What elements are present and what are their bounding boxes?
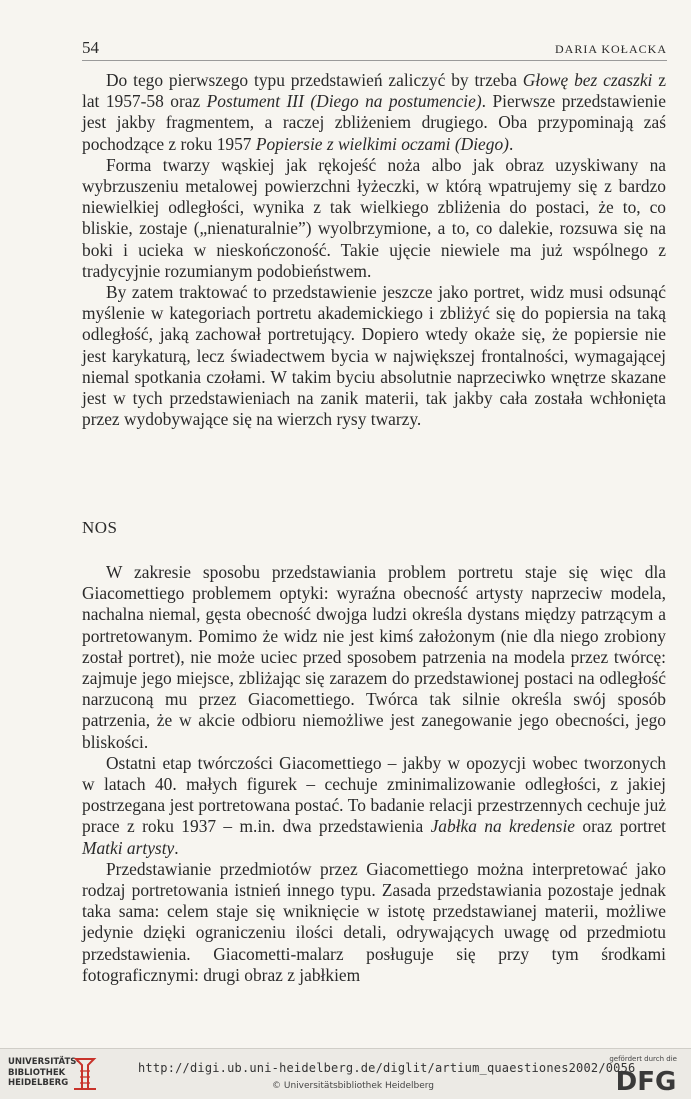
- dfg-logo-icon: [615, 1065, 677, 1093]
- paragraph: Forma twarzy wąskiej jak rękojeść noża albo jak obraz uzyskiwany na wybrzuszeniu metalowej powierzchni łyżeczki, w którą wpatrujemy się z bardzo niewielkiej odległości, wynika z tak wielkiego zbliżenia do postaci, że to, co bliskie, zostaje („nienaturalnie”) wyolbrzymione, a to, co dalekie, rozsuwa się na boki i ucieka w nieskończoność. Takie ujęcie niewiele ma już wspólnego z tradycyjnie rozumianym podobieństwem.: [82, 154, 666, 281]
- italic-title: Popiersie z wielkimi oczami (Diego): [255, 133, 509, 154]
- digitization-footer: [0, 1048, 691, 1099]
- page-number: 54: [82, 38, 99, 57]
- italic-title: Jabłka na kredensie: [430, 816, 576, 837]
- svg-text:DFG: DFG: [615, 1067, 677, 1093]
- running-head: DARIA KOŁACKA: [555, 42, 667, 56]
- italic-title: Postument III (Diego na postumencie): [206, 91, 482, 112]
- italic-title: Głowę bez czaszki: [522, 70, 653, 90]
- text-block-1: [82, 70, 666, 430]
- page-header: [82, 38, 667, 61]
- dfg-funding-logo[interactable]: [611, 1055, 677, 1095]
- text-block-2: [82, 562, 666, 986]
- library-name: UNIVERSITÄTS- BIBLIOTHEK HEIDELBERG: [8, 1057, 80, 1088]
- paragraph: Ostatni etap twórczości Giacomettiego – jakby w opozycji wobec tworzonych w latach 40. małych figurek – cechuje zminimalizowanie odległości, z jakiej postrzegana jest portretowana postać. To badanie relacji przestrzennych cechuje już prace z roku 1937 – m.in. dwa przedstawienia Jabłka na kredensie oraz portret Matki artysty.: [82, 752, 667, 858]
- university-library-logo[interactable]: [8, 1057, 102, 1091]
- copyright-notice: © Universitätsbibliothek Heidelberg: [272, 1081, 435, 1091]
- funded-by-label: gefördert durch die: [609, 1055, 677, 1063]
- section-heading: NOS: [82, 518, 118, 537]
- paragraph: Do tego pierwszego typu przedstawień zaliczyć by trzeba Głowę bez czaszki z lat 1957-58 oraz Postument III (Diego na postumencie). Pierwsze przedstawienie jest jakby fragmentem, a raczej zbliżeniem drugiego. Oba przypominają zaś pochodzące z roku 1957 Popiersie z wielkimi oczami (Diego).: [82, 70, 666, 154]
- paragraph: W zakresie sposobu przedstawiania problem portretu staje się więc dla Giacomettiego problemem optyki: wyraźna obecność artysty naprzeciw modela, nachalna niemal, gęsta obecność dwojga ludzi określa dystans między patrzącym a portretowanym. Pomimo że widz nie jest kimś założonym (nie dla niego zrobiony został portret), nie może uciec przed sposobem patrzenia na modela przez twórcę: zajmuje jego miejsce, zbliżając się zarazem do przedstawionej postaci na odległość narzuconą mu przez Giacomettiego. Twórca tak silnie określa swój sposób patrzenia, że w akcie odbioru niemożliwe jest zanegowanie jego obecności, jego bliskości.: [82, 562, 666, 752]
- permalink-url[interactable]: http://digi.ub.uni-heidelberg.de/diglit/artium_quaestiones2002/0056: [138, 1061, 636, 1075]
- library-emblem-icon: [72, 1057, 98, 1091]
- italic-title: Matki artysty: [82, 837, 175, 858]
- paragraph: Przedstawianie przedmiotów przez Giacomettiego można interpretować jako rodzaj portretowania istnień innego typu. Zasada przedstawiania pozostaje jednak taka sama: celem staje się wniknięcie w istotę przedstawianej materii, możliwe jedynie dzięki ograniczeniu ilości detali, odrywających uwagę od przedmiotu przedstawienia. Giacometti-malarz posługuje się przy tym środkami fotograficznymi: drugi obraz z jabłkiem: [82, 858, 666, 985]
- paragraph: By zatem traktować to przedstawienie jeszcze jako portret, widz musi odsunąć myślenie w kategoriach portretu akademickiego i zbliżyć się do popiersia na taką odległość, jaką zachował portretujący. Dopiero wtedy okaże się, że popiersie nie jest karykaturą, lecz świadectwem bycia w największej frontalności, wymagającej niemal spotkania czołami. W takim byciu absolutnie naprzeciwko wnętrze skazane jest w tych przedstawieniach na zanik materii, tak jakby cała została wchłonięta przez wydobywające się na wierzch rysy twarzy.: [82, 282, 666, 430]
